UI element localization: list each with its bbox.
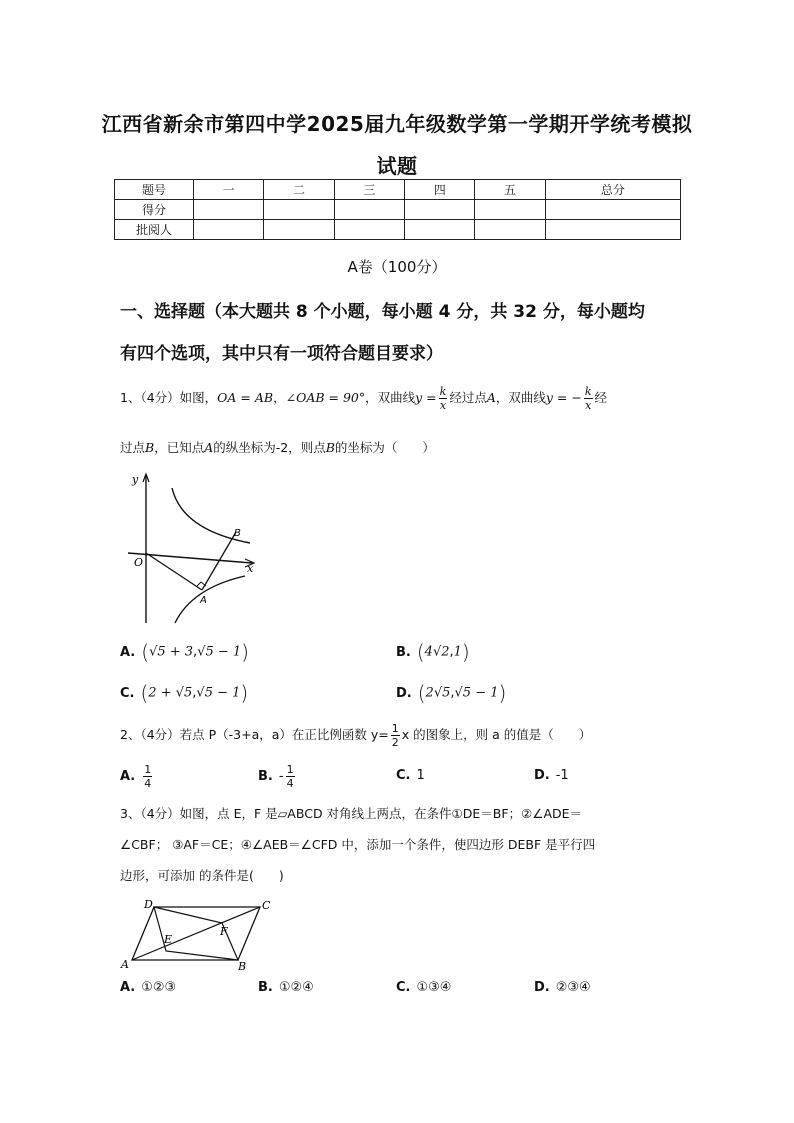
q1-option-c[interactable]: C. (2 + √5,√5 − 1) [120,681,249,705]
question-3-line1: 3、（4分）如图，点 E，F 是▱ABCD 对角线上两点，在条件①DE＝BF；②∠ADE＝ [120,806,583,821]
q1-option-a[interactable]: A. (√5 + 3,√5 − 1) [120,640,249,664]
score-table-row-label: 得分 [115,200,194,220]
q3-parallelogram-figure [118,893,278,973]
score-cell [264,200,334,220]
q1-fraction: $\frac{k}{x}$ [584,385,592,412]
document-title-line1: 江西省新余市第四中学2025届九年级数学第一学期开学统考模拟 [101,112,693,136]
score-table-row [115,200,681,220]
label-B: B [238,960,247,973]
score-table-header: 三 [334,180,404,200]
label-D: D [144,898,153,911]
score-cell [475,200,545,220]
score-cell [405,200,475,220]
q1-fraction: $\frac{k}{x}$ [439,385,447,412]
q1-math: A [204,440,214,455]
q1-math: ∠OAB = 90° [285,390,366,405]
document-title-line2: 试题 [376,154,418,178]
q3-option-c[interactable]: C. ①③④ [396,980,452,995]
question-3-line2: ∠CBF； ③AF＝CE；④∠AEB＝∠CFD 中，添加一个条件，使四边形 DEBF 是平行四 [120,837,596,852]
label-F: F [220,925,228,938]
score-table-header-row [115,180,681,200]
score-cell [545,220,680,240]
label-B: B [234,528,241,539]
q2-fraction: $\frac{1}{2}$ [391,722,399,749]
score-table-row [115,220,681,240]
score-table-header: 五 [475,180,545,200]
score-cell [405,220,475,240]
score-cell [194,220,264,240]
score-cell [334,220,404,240]
q1-text: 过点 [120,440,146,455]
label-x: x [247,562,254,575]
q1-text: 的纵坐标为-2，则点 [213,440,326,455]
q1-hyperbola-figure [120,468,270,628]
q1-math: B [145,440,155,455]
q1-math: A [486,390,496,405]
q3-option-d[interactable]: D. ②③④ [534,980,591,995]
score-cell [334,200,404,220]
label-y: y [132,473,139,486]
part1-heading-line1: 一、选择题（本大题共 8 个小题，每小题 4 分，共 32 分，每小题均 [120,302,645,322]
score-table-header: 二 [264,180,334,200]
q2-option-b[interactable]: B. - $\frac{1}{4}$ [258,763,294,790]
label-A: A [200,595,207,606]
q3-option-b[interactable]: B. ①②④ [258,980,314,995]
question-3-line3: 边形，可添加 的条件是( ) [120,868,284,883]
part1-heading-line2: 有四个选项，其中只有一项符合题目要求） [120,344,443,364]
q2-text: x 的图象上，则 a 的值是（ ） [401,727,592,742]
label-E: E [164,933,173,946]
q2-option-c[interactable]: C. 1 [396,768,425,783]
q1-text: 经过点 [449,390,487,405]
q3-option-a[interactable]: A. ①②③ [120,980,177,995]
section-a-heading: A卷（100分） [347,258,447,276]
question-1-line1 [120,385,607,412]
score-table-header: 题号 [115,180,194,200]
label-C: C [262,899,271,912]
q2-text: 2、（4分）若点 P（-3+a，a）在正比例函数 y= [120,727,389,742]
score-cell [475,220,545,240]
q1-text: 经 [594,390,608,405]
q1-text: ， [273,390,286,405]
q1-math: B [325,440,335,455]
label-A: A [121,958,129,971]
label-O: O [134,556,144,569]
question-2 [120,722,591,749]
score-cell [264,220,334,240]
q1-math: y = − [545,390,582,405]
q1-math: y = [415,390,437,405]
q1-option-d[interactable]: D. (2√5,√5 − 1) [396,681,507,705]
q2-option-d[interactable]: D. -1 [534,768,569,783]
score-table [114,179,681,240]
q1-text: 的坐标为（ ） [334,440,435,455]
score-cell [545,200,680,220]
q1-text: ，已知点 [154,440,205,455]
q1-math: OA = AB [217,390,274,405]
right-angle-mark [197,582,206,586]
score-table-header: 一 [194,180,264,200]
q2-option-a[interactable]: A. $\frac{1}{4}$ [120,763,152,790]
q1-text: 1、（4分）如图， [120,390,218,405]
question-1-line2 [120,438,435,456]
hyperbola-lower [175,576,245,623]
q1-text: ，双曲线 [495,390,546,405]
score-table-header: 四 [405,180,475,200]
score-table-row-label: 批阅人 [115,220,194,240]
score-table-header: 总分 [545,180,680,200]
score-cell [194,200,264,220]
q1-option-b[interactable]: B. (4√2,1) [396,640,470,664]
q1-text: ，双曲线 [365,390,416,405]
